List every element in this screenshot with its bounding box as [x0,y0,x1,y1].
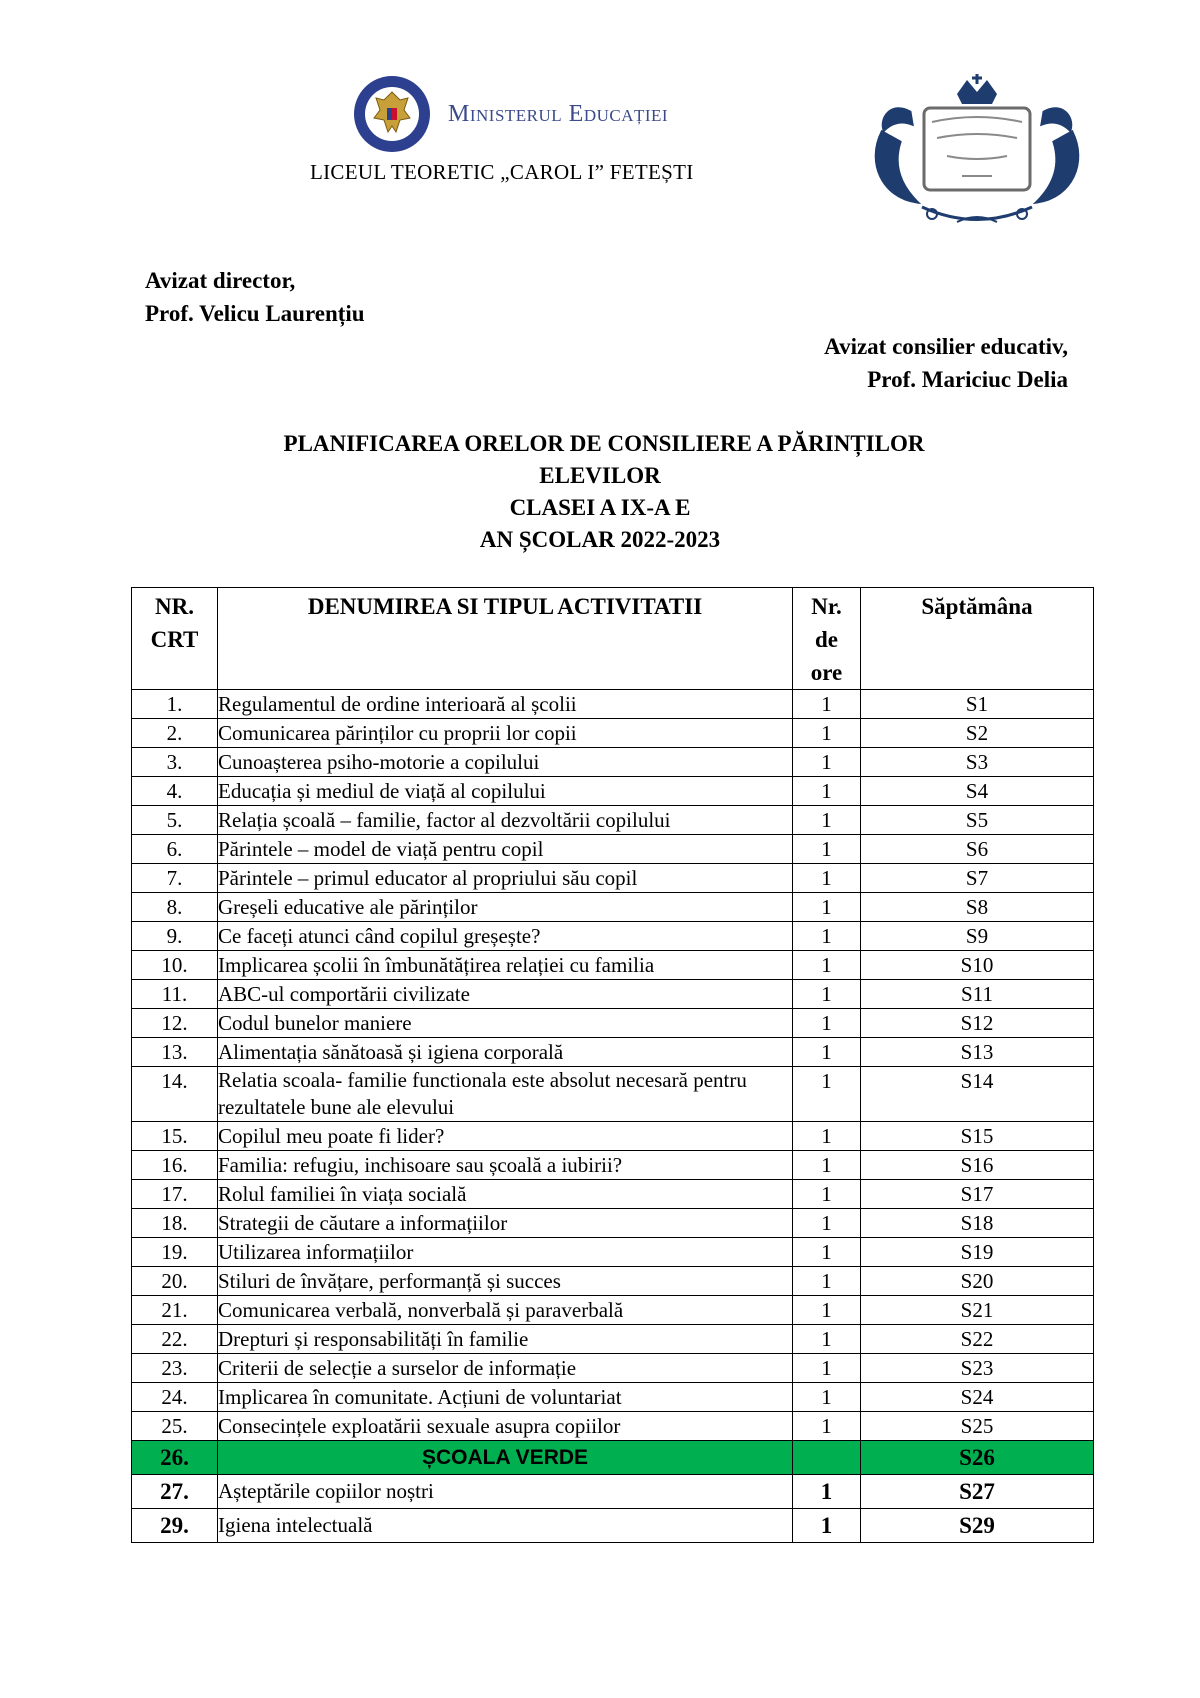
title-line-1: PLANIFICAREA ORELOR DE CONSILIERE A PĂRINȚILOR [283,431,925,456]
row-week: S27 [861,1475,1094,1509]
table-row [132,777,1094,806]
row-number: 29. [132,1509,218,1543]
table-row [132,980,1094,1009]
table-row [132,1475,1094,1509]
row-number: 6. [132,835,218,864]
row-week: S25 [861,1412,1094,1441]
row-number: 14. [132,1067,218,1122]
row-hours: 1 [793,1325,861,1354]
row-activity: Regulamentul de ordine interioară al școlii [218,690,793,719]
row-hours: 1 [793,1122,861,1151]
row-hours: 1 [793,1038,861,1067]
header-hours-1: Nr. [811,594,842,619]
row-hours: 1 [793,1180,861,1209]
row-activity: Greșeli educative ale părinților [218,893,793,922]
row-hours: 1 [793,690,861,719]
row-hours: 1 [793,806,861,835]
row-activity: Consecințele exploatării sexuale asupra copiilor [218,1412,793,1441]
header-hours-3: ore [810,660,843,685]
row-number: 9. [132,922,218,951]
row-activity: Utilizarea informațiilor [218,1238,793,1267]
row-number: 1. [132,690,218,719]
row-week: S10 [861,951,1094,980]
table-row [132,1067,1094,1122]
row-week: S14 [861,1067,1094,1122]
table-row [132,1180,1094,1209]
row-week: S26 [861,1441,1094,1475]
table-row [132,1209,1094,1238]
row-activity: ABC-ul comportării civilizate [218,980,793,1009]
row-number: 11. [132,980,218,1009]
row-number: 26. [132,1441,218,1475]
table-row [132,1267,1094,1296]
row-hours: 1 [793,1383,861,1412]
row-hours [793,1441,861,1475]
header-nr: NR. [155,594,194,619]
row-week: S4 [861,777,1094,806]
row-hours: 1 [793,1412,861,1441]
row-number: 2. [132,719,218,748]
row-number: 22. [132,1325,218,1354]
header-crt: CRT [150,627,199,652]
table-row [132,719,1094,748]
row-activity: Drepturi și responsabilități în familie [218,1325,793,1354]
school-crest-icon [862,72,1092,237]
row-number: 5. [132,806,218,835]
row-number: 25. [132,1412,218,1441]
row-hours: 1 [793,835,861,864]
row-activity: Relația școală – familie, factor al dezvoltării copilului [218,806,793,835]
row-week: S21 [861,1296,1094,1325]
row-week: S1 [861,690,1094,719]
title-line-3: CLASEI A IX-A E [509,495,691,520]
table-row [132,1296,1094,1325]
row-number: 7. [132,864,218,893]
row-activity: Comunicarea părinților cu proprii lor copii [218,719,793,748]
header-hours-2: de [815,627,838,652]
row-number: 20. [132,1267,218,1296]
row-hours: 1 [793,777,861,806]
document-title [0,428,1200,556]
row-number: 15. [132,1122,218,1151]
row-week: S24 [861,1383,1094,1412]
row-number: 19. [132,1238,218,1267]
row-week: S8 [861,893,1094,922]
row-activity: Cunoașterea psiho-motorie a copilului [218,748,793,777]
row-week: S18 [861,1209,1094,1238]
row-week: S16 [861,1151,1094,1180]
director-approval-title: Avizat director, [145,268,296,293]
row-hours: 1 [793,951,861,980]
table-header-row [132,588,1094,690]
row-hours: 1 [793,1475,861,1509]
row-week: S2 [861,719,1094,748]
school-name: LICEUL TEORETIC „CAROL I” FETEȘTI [310,160,694,184]
row-number: 17. [132,1180,218,1209]
row-week: S12 [861,1009,1094,1038]
row-week: S5 [861,806,1094,835]
row-activity: ȘCOALA VERDE [218,1441,793,1475]
row-activity: Igiena intelectuală [218,1509,793,1543]
row-activity: Implicarea școlii în îmbunătățirea relației cu familia [218,951,793,980]
table-row [132,951,1094,980]
row-week: S19 [861,1238,1094,1267]
header-week: Săptămâna [861,588,1094,690]
table-row [132,1325,1094,1354]
row-week: S15 [861,1122,1094,1151]
row-week: S20 [861,1267,1094,1296]
table-row [132,1412,1094,1441]
header-hours [793,588,861,690]
row-number: 18. [132,1209,218,1238]
table-row [132,1122,1094,1151]
row-number: 21. [132,1296,218,1325]
row-week: S23 [861,1354,1094,1383]
row-week: S3 [861,748,1094,777]
counselor-approval [824,330,1068,396]
row-activity: Părintele – model de viață pentru copil [218,835,793,864]
table-row [132,1151,1094,1180]
row-activity: Relatia scoala- familie functionala este absolut necesară pentru rezultatele bune ale elevului [218,1067,793,1122]
table-row [132,1009,1094,1038]
row-week: S11 [861,980,1094,1009]
row-week: S29 [861,1509,1094,1543]
row-hours: 1 [793,864,861,893]
row-number: 12. [132,1009,218,1038]
row-hours: 1 [793,1296,861,1325]
row-week: S22 [861,1325,1094,1354]
row-hours: 1 [793,922,861,951]
row-hours: 1 [793,1509,861,1543]
row-activity: Părintele – primul educator al propriului său copil [218,864,793,893]
row-number: 8. [132,893,218,922]
row-activity: Criterii de selecție a surselor de informație [218,1354,793,1383]
row-activity: Rolul familiei în viața socială [218,1180,793,1209]
counselor-approval-title: Avizat consilier educativ, [824,334,1068,359]
table-row [132,835,1094,864]
row-hours: 1 [793,1209,861,1238]
table-row [132,1509,1094,1543]
row-activity: Așteptările copiilor noștri [218,1475,793,1509]
row-activity: Comunicarea verbală, nonverbală și paraverbală [218,1296,793,1325]
row-week: S7 [861,864,1094,893]
row-number: 23. [132,1354,218,1383]
row-hours: 1 [793,1238,861,1267]
row-hours: 1 [793,1267,861,1296]
row-activity: Educația și mediul de viață al copilului [218,777,793,806]
row-hours: 1 [793,748,861,777]
row-week: S6 [861,835,1094,864]
row-week: S9 [861,922,1094,951]
ministry-name: Ministerul Educației [448,100,669,127]
title-line-2: ELEVILOR [539,463,661,488]
row-hours: 1 [793,1009,861,1038]
row-hours: 1 [793,1151,861,1180]
row-activity: Stiluri de învățare, performanță și succes [218,1267,793,1296]
director-approval [145,264,365,330]
row-number: 3. [132,748,218,777]
header-nr-crt [132,588,218,690]
row-number: 10. [132,951,218,980]
row-activity: Strategii de căutare a informațiilor [218,1209,793,1238]
row-number: 16. [132,1151,218,1180]
row-hours: 1 [793,719,861,748]
director-name: Prof. Velicu Laurențiu [145,301,365,326]
table-row [132,1354,1094,1383]
row-hours: 1 [793,893,861,922]
table-row [132,864,1094,893]
row-hours: 1 [793,1354,861,1383]
government-emblem-icon [352,74,432,154]
row-number: 13. [132,1038,218,1067]
table-row [132,690,1094,719]
table-row [132,922,1094,951]
row-activity: Familia: refugiu, inchisoare sau școală a iubirii? [218,1151,793,1180]
row-week: S13 [861,1038,1094,1067]
row-hours: 1 [793,1067,861,1122]
row-number: 27. [132,1475,218,1509]
row-hours: 1 [793,980,861,1009]
table-row [132,748,1094,777]
row-number: 4. [132,777,218,806]
row-number: 24. [132,1383,218,1412]
table-row [132,893,1094,922]
row-activity: Codul bunelor maniere [218,1009,793,1038]
table-row [132,1038,1094,1067]
title-line-4: AN ȘCOLAR 2022-2023 [479,527,721,552]
table-body [132,690,1094,1543]
row-activity: Implicarea în comunitate. Acțiuni de voluntariat [218,1383,793,1412]
table-row [132,806,1094,835]
row-activity: Ce faceți atunci când copilul greșește? [218,922,793,951]
planning-table [131,587,1094,1543]
row-week: S17 [861,1180,1094,1209]
ministry-header [352,74,668,154]
green-school-row [132,1441,1094,1475]
header-activity: DENUMIREA SI TIPUL ACTIVITATII [218,588,793,690]
row-activity: Alimentația sănătoasă și igiena corporală [218,1038,793,1067]
table-row [132,1383,1094,1412]
row-activity: Copilul meu poate fi lider? [218,1122,793,1151]
counselor-name: Prof. Mariciuc Delia [867,367,1068,392]
table-row [132,1238,1094,1267]
